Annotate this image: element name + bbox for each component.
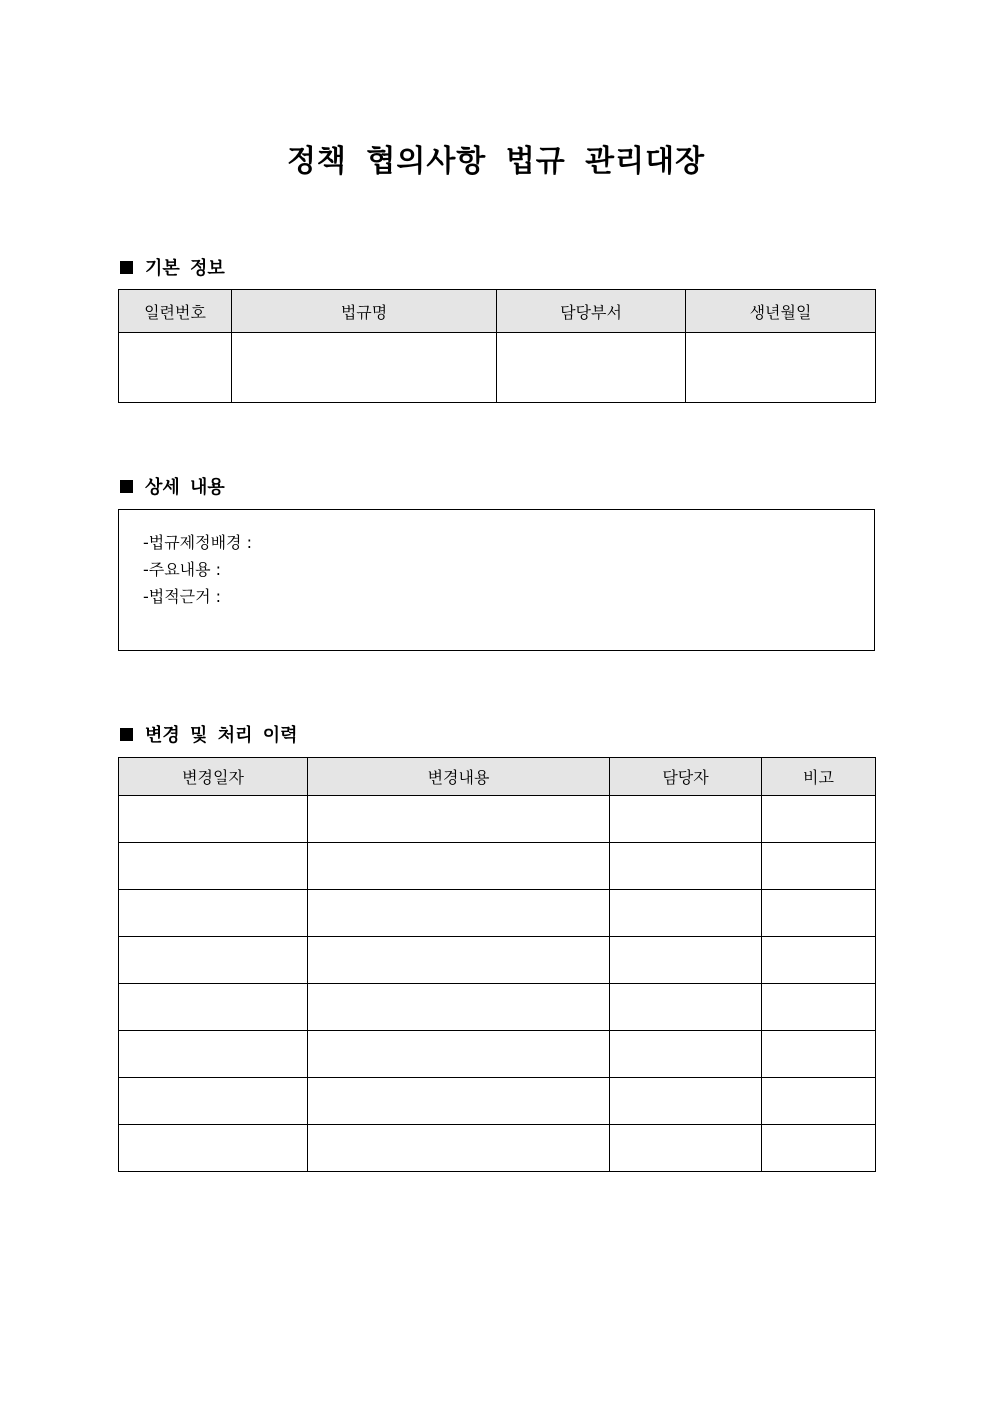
person-in-charge-cell[interactable] bbox=[610, 796, 762, 843]
change-date-cell[interactable] bbox=[119, 1031, 308, 1078]
history-row bbox=[119, 937, 876, 984]
basic-info-entry-row bbox=[119, 333, 876, 403]
history-row bbox=[119, 796, 876, 843]
col-serial-number: 일련번호 bbox=[119, 290, 232, 333]
details-heading-label: 상세 내용 bbox=[145, 477, 225, 498]
remarks-cell[interactable] bbox=[762, 1078, 876, 1125]
change-content-cell[interactable] bbox=[308, 937, 610, 984]
history-row bbox=[119, 1031, 876, 1078]
regulation-name-cell[interactable] bbox=[232, 333, 497, 403]
detail-line-legal-basis: -법적근거 : bbox=[143, 587, 222, 606]
details-box[interactable] bbox=[118, 509, 875, 651]
col-change-date: 변경일자 bbox=[119, 758, 308, 796]
history-heading bbox=[118, 721, 298, 747]
person-in-charge-cell[interactable] bbox=[610, 937, 762, 984]
detail-line-main-content: -주요내용 : bbox=[143, 560, 222, 579]
remarks-cell[interactable] bbox=[762, 1125, 876, 1172]
birth-date-cell[interactable] bbox=[686, 333, 876, 403]
col-remarks: 비고 bbox=[762, 758, 876, 796]
col-person-in-charge: 담당자 bbox=[610, 758, 762, 796]
department-cell[interactable] bbox=[497, 333, 686, 403]
history-header-row bbox=[119, 758, 876, 796]
col-change-content: 변경내용 bbox=[308, 758, 610, 796]
remarks-cell[interactable] bbox=[762, 1031, 876, 1078]
basic-info-header-row bbox=[119, 290, 876, 333]
change-date-cell[interactable] bbox=[119, 1125, 308, 1172]
change-content-cell[interactable] bbox=[308, 796, 610, 843]
change-date-cell[interactable] bbox=[119, 984, 308, 1031]
remarks-cell[interactable] bbox=[762, 796, 876, 843]
change-content-cell[interactable] bbox=[308, 1125, 610, 1172]
change-content-cell[interactable] bbox=[308, 843, 610, 890]
history-row bbox=[119, 890, 876, 937]
history-table-body bbox=[119, 796, 876, 1172]
details-heading bbox=[118, 473, 225, 499]
serial-number-cell[interactable] bbox=[119, 333, 232, 403]
change-date-cell[interactable] bbox=[119, 1078, 308, 1125]
basic-info-heading bbox=[118, 254, 225, 280]
change-content-cell[interactable] bbox=[308, 890, 610, 937]
person-in-charge-cell[interactable] bbox=[610, 890, 762, 937]
change-content-cell[interactable] bbox=[308, 984, 610, 1031]
history-row bbox=[119, 984, 876, 1031]
person-in-charge-cell[interactable] bbox=[610, 1125, 762, 1172]
square-bullet-icon bbox=[120, 261, 133, 274]
person-in-charge-cell[interactable] bbox=[610, 1031, 762, 1078]
change-date-cell[interactable] bbox=[119, 890, 308, 937]
history-row bbox=[119, 843, 876, 890]
history-row bbox=[119, 1078, 876, 1125]
square-bullet-icon bbox=[120, 728, 133, 741]
remarks-cell[interactable] bbox=[762, 984, 876, 1031]
change-date-cell[interactable] bbox=[119, 843, 308, 890]
person-in-charge-cell[interactable] bbox=[610, 843, 762, 890]
detail-line-background: -법규제정배경 : bbox=[143, 533, 252, 552]
remarks-cell[interactable] bbox=[762, 937, 876, 984]
change-date-cell[interactable] bbox=[119, 796, 308, 843]
col-regulation-name: 법규명 bbox=[232, 290, 497, 333]
basic-info-heading-label: 기본 정보 bbox=[145, 258, 225, 279]
person-in-charge-cell[interactable] bbox=[610, 984, 762, 1031]
history-heading-label: 변경 및 처리 이력 bbox=[145, 725, 298, 746]
square-bullet-icon bbox=[120, 480, 133, 493]
col-birth-date: 생년월일 bbox=[686, 290, 876, 333]
col-department: 담당부서 bbox=[497, 290, 686, 333]
history-table bbox=[118, 757, 876, 1172]
history-row bbox=[119, 1125, 876, 1172]
change-content-cell[interactable] bbox=[308, 1031, 610, 1078]
remarks-cell[interactable] bbox=[762, 843, 876, 890]
basic-info-table bbox=[118, 289, 876, 403]
change-date-cell[interactable] bbox=[119, 937, 308, 984]
remarks-cell[interactable] bbox=[762, 890, 876, 937]
document-title: 정책 협의사항 법규 관리대장 bbox=[286, 144, 706, 179]
person-in-charge-cell[interactable] bbox=[610, 1078, 762, 1125]
change-content-cell[interactable] bbox=[308, 1078, 610, 1125]
